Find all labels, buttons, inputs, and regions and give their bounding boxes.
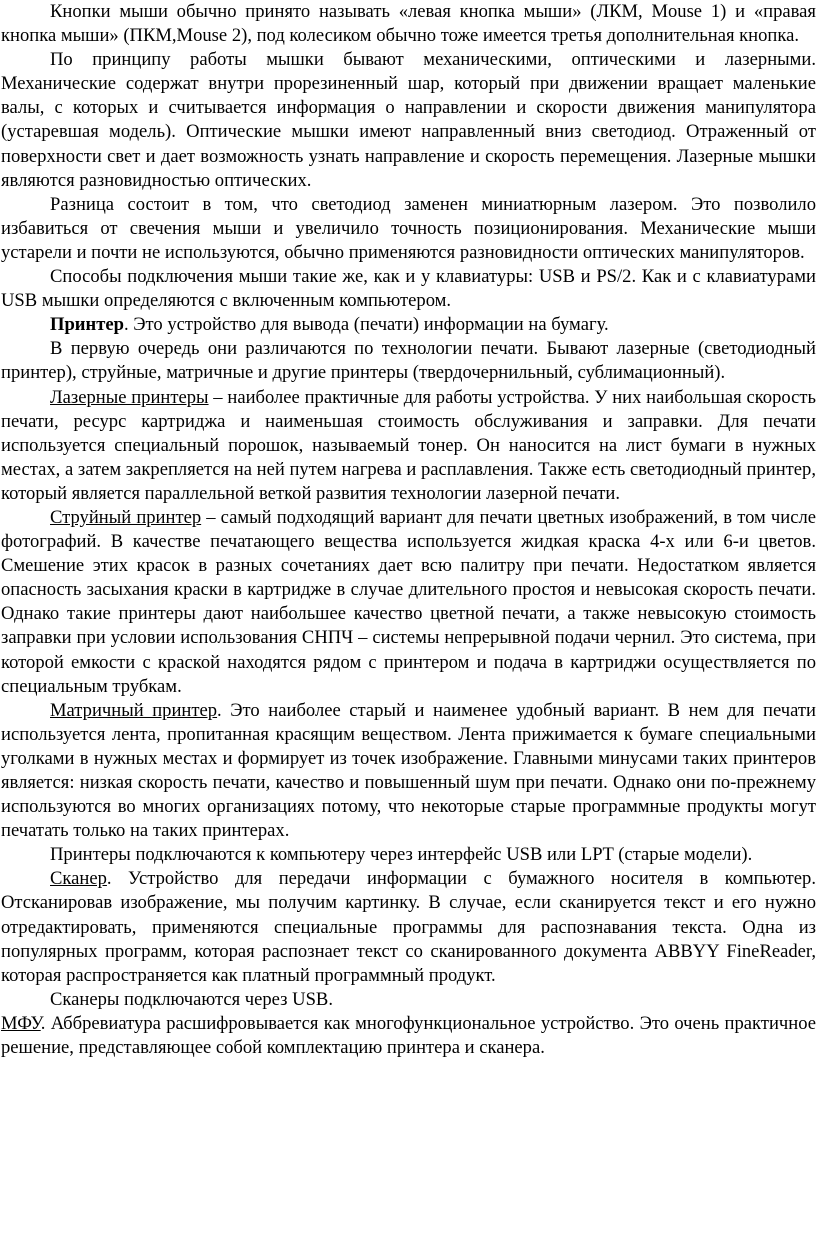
paragraph-laser-difference: Разница состоит в том, что светодиод заменен миниатюрным лазером. Это позволило избавиться от свечения мыши и увеличило точность позиционирования. Механические мыши устарели и почти не используются, обычно применяются разновидности оптических манипуляторов. [1, 193, 816, 263]
term-scanner: Сканер [50, 868, 107, 890]
paragraph-printer-definition [1, 313, 816, 337]
term-inkjet-printer: Струйный принтер [50, 506, 202, 528]
paragraph-printer-connection: Принтеры подключаются к компьютеру через интерфейс USB или LPT (старые модели). [50, 844, 753, 866]
text-scanner: . Устройство для передачи информации с бумажного носителя в компьютер. Отсканировав изображение, мы получим картинку. В случае, если сканируется текст и его нужно отредактировать, применяются специальные программы для распознавания текста. Одна из популярных программ, которая распознает текст со сканированного документа ABBYY FineReader, которая распространяется как платный программный продукт. [1, 868, 816, 986]
paragraph-laser-printers [1, 386, 816, 506]
paragraph-mouse-buttons: Кнопки мыши обычно принято называть «левая кнопка мыши» (ЛКМ, Mouse 1) и «правая кнопка мыши» (ПКМ,Mouse 2), под колесиком обычно тоже имеется третья дополнительная кнопка. [1, 1, 816, 47]
paragraph-scanner [1, 867, 816, 987]
term-matrix-printer: Матричный принтер [50, 699, 218, 721]
text-mfu: . Аббревиатура расшифровывается как многофункциональное устройство. Это очень практичное решение, представляющее собой комплектацию принтера и сканера. [1, 1012, 816, 1059]
term-laser-printers: Лазерные принтеры [50, 386, 209, 408]
paragraph-printer-types: В первую очередь они различаются по технологии печати. Бывают лазерные (светодиодный принтер), струйные, матричные и другие принтеры (твердочернильный, сублимационный). [1, 338, 816, 384]
paragraph-mfu [1, 1012, 816, 1060]
term-mfu: МФУ [1, 1012, 41, 1034]
text-matrix-printer: . Это наиболее старый и наименее удобный вариант. В нем для печати используется лента, пропитанная красящим веществом. Лента прижимается к бумаге специальными уголками в нужных местах и формирует из точек изображение. Главными минусами таких принтеров является: низкая скорость печати, качество и повышенный шум при печати. Однако они по-прежнему используются во многих организациях потому, что некоторые старые программные продукты могут печатать только на таких принтерах. [1, 699, 816, 842]
term-printer: Принтер [50, 314, 124, 336]
paragraph-mouse-connection: Способы подключения мыши такие же, как и у клавиатуры: USB и PS/2. Как и с клавиатурами USB мышки определяются с включенным компьютером. [1, 266, 816, 312]
paragraph-matrix-printer [1, 699, 816, 844]
text-inkjet-printer: – самый подходящий вариант для печати цветных изображений, в том числе фотографий. В качестве печатающего вещества используется жидкая краска 4-х или 6-и цветов. Смешение этих красок в разных сочетаниях дает всю палитру при печати. Недостатком является опасность засыхания краски в картридже в случае длительного простоя и невысокая скорость печати. Однако такие принтеры дают наибольшее качество цветной печати, а также невысокую стоимость заправки при условии использования СНПЧ – системы непрерывной подачи чернил. Это система, при которой емкости с краской находятся рядом с принтером и подача в картриджи осуществляется по специальным трубкам. [1, 506, 816, 697]
paragraph-mouse-types: По принципу работы мышки бывают механическими, оптическими и лазерными. Механические содержат внутри прорезиненный шар, который при движении вращает маленькие валы, с которых и считывается информация о направлении и скорости движения манипулятора (устаревшая модель). Оптические мышки имеют направленный вниз светодиод. Отраженный от поверхности свет и дает возможность узнать направление и скорость перемещения. Лазерные мышки являются разновидностью оптических. [1, 49, 816, 191]
text-printer: . Это устройство для вывода (печати) информации на бумагу. [123, 314, 609, 336]
paragraph-inkjet-printer [1, 506, 816, 699]
paragraph-scanner-connection: Сканеры подключаются через USB. [50, 988, 333, 1010]
text-laser-printers: – наиболее практичные для работы устройства. У них наибольшая скорость печати, ресурс картриджа и наименьшая стоимость обслуживания и заправки. Для печати используется специальный порошок, называемый тонер. Он наносится на лист бумаги в нужных местах, а затем закрепляется на ней путем нагрева и расплавления. Также есть светодиодный принтер, который является параллельной веткой развития технологии лазерной печати. [1, 386, 816, 504]
